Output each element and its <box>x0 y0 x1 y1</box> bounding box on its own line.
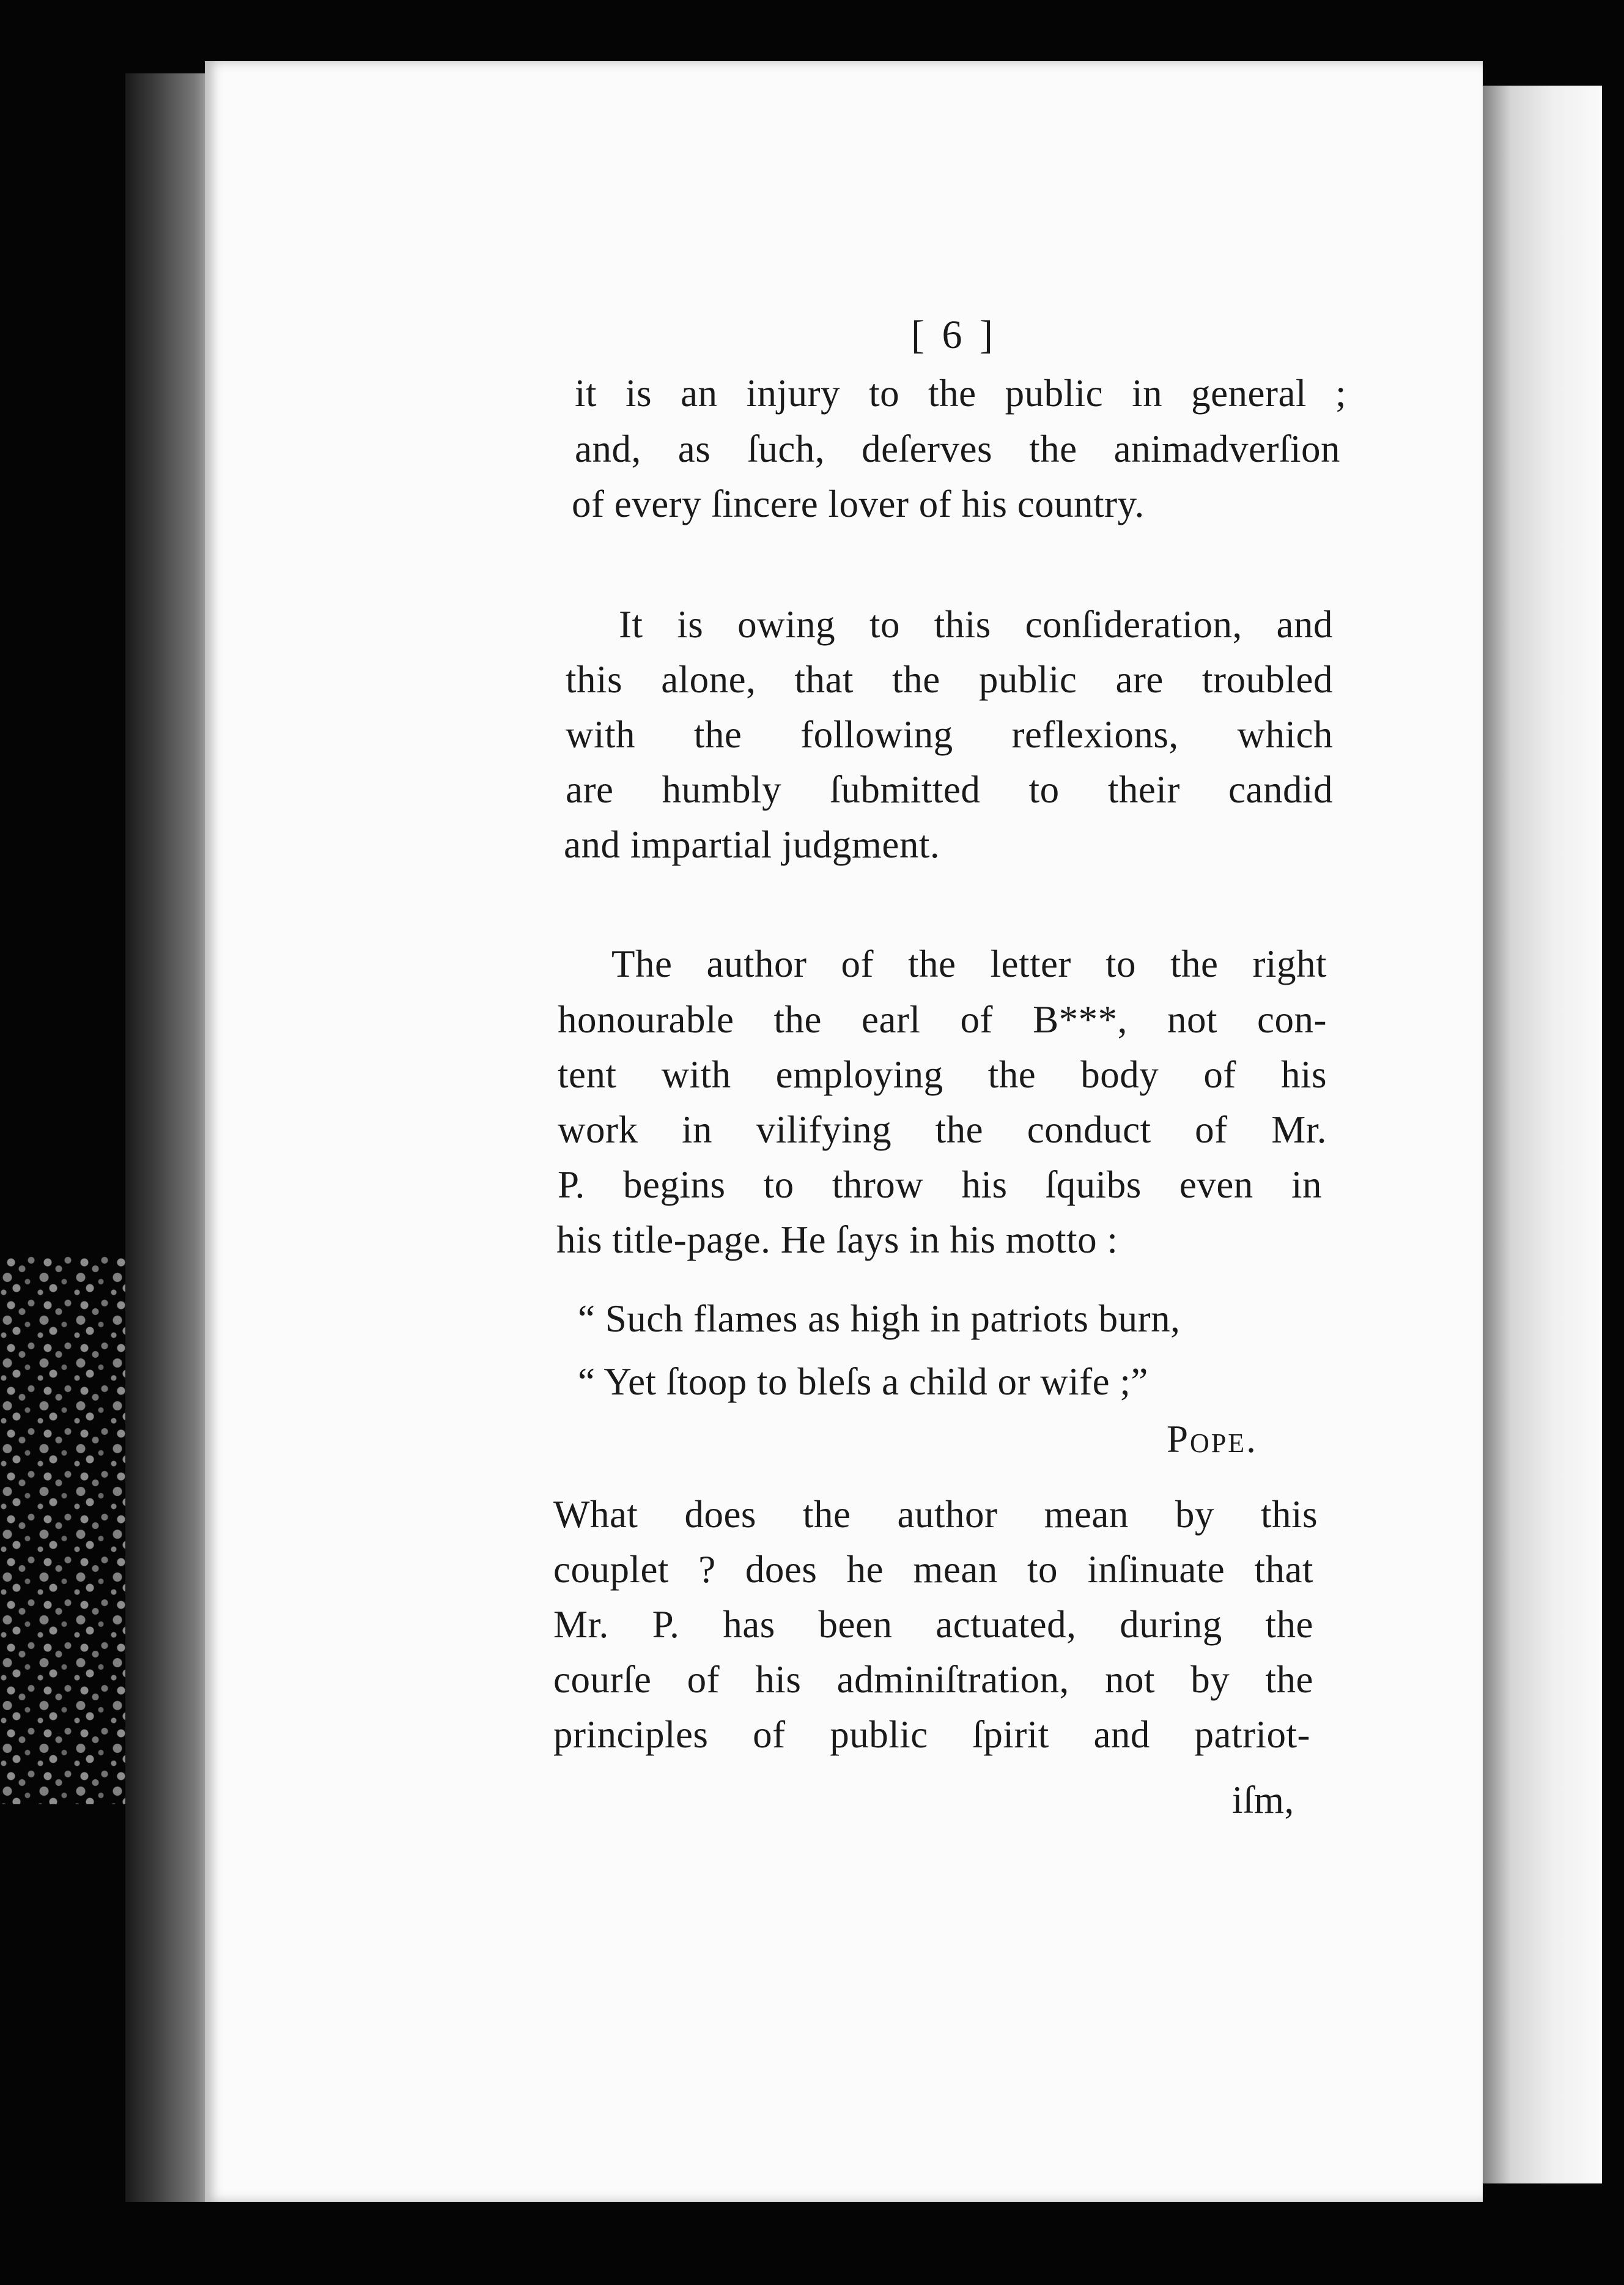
paragraph-3-line-6: his title-page. He ſays in his motto : <box>556 1218 1118 1261</box>
paragraph-3-line-3: tent with employing the body of his <box>558 1053 1327 1096</box>
paragraph-3-line-2: honourable the earl of B***, not con- <box>558 998 1327 1041</box>
paragraph-1-line-2: and, as ſuch, deſerves the animadverſion <box>575 428 1340 470</box>
paragraph-1-line-1: it is an injury to the public in general ; <box>575 372 1346 415</box>
closing-paragraph-line-5: principles of public ſpirit and patriot- <box>553 1713 1310 1756</box>
binding-shadow <box>125 73 217 2202</box>
paragraph-2-line-1: It is owing to this conſideration, and <box>619 603 1333 646</box>
paragraph-2-line-5: and impartial judgment. <box>564 823 940 866</box>
paragraph-2-line-2: this alone, that the public are troubled <box>566 658 1333 701</box>
catchword: iſm, <box>1232 1779 1294 1821</box>
paragraph-3-line-1: The author of the letter to the right <box>611 943 1327 985</box>
closing-paragraph-line-3: Mr. P. has been actuated, during the <box>553 1603 1313 1646</box>
paragraph-2-line-4: are humbly ſubmitted to their candid <box>566 768 1333 811</box>
closing-paragraph-line-1: What does the author mean by this <box>553 1493 1318 1536</box>
quote-line-2: “ Yet ſtoop to bleſs a child or wife ;” <box>578 1360 1148 1403</box>
page-number: [ 6 ] <box>911 313 997 357</box>
closing-paragraph-line-4: courſe of his adminiſtration, not by the <box>553 1658 1313 1701</box>
closing-paragraph-line-2: couplet ? does he mean to inſinuate that <box>553 1548 1313 1591</box>
quote-line-1: “ Such flames as high in patriots burn, <box>578 1297 1181 1340</box>
paragraph-2-line-3: with the following reflexions, which <box>566 713 1333 756</box>
quote-attribution: Pope. <box>1167 1418 1258 1461</box>
paragraph-3-line-5: P. begins to throw his ſquibs even in <box>558 1163 1322 1206</box>
paragraph-3-line-4: work in vilifying the conduct of Mr. <box>558 1108 1327 1151</box>
facing-page-edge <box>1480 86 1602 2183</box>
paragraph-1-line-3: of every ſincere lover of his country. <box>572 483 1145 525</box>
